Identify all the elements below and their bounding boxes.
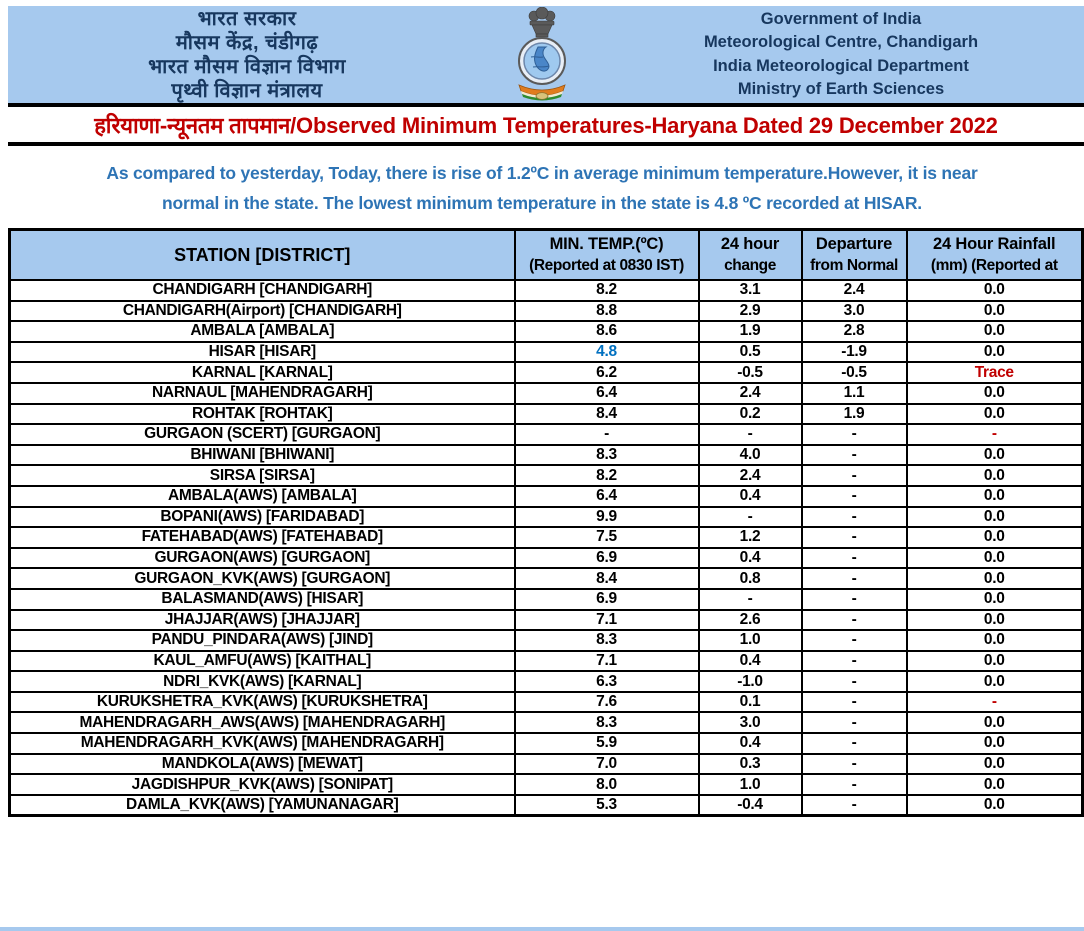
cell-change: 2.4 (699, 465, 802, 486)
cell-change: 3.1 (699, 280, 802, 301)
col-header-station: STATION [DISTRICT] (10, 230, 515, 281)
table-row (10, 383, 1083, 404)
table-row (10, 610, 1083, 631)
table-row (10, 568, 1083, 589)
cell-min-temp: 8.2 (515, 465, 699, 486)
table-row (10, 795, 1083, 816)
cell-station: NDRI_KVK(AWS) [KARNAL] (10, 671, 515, 692)
table-row (10, 280, 1083, 301)
cell-departure: - (802, 445, 907, 466)
table-row (10, 692, 1083, 713)
table-row (10, 445, 1083, 466)
cell-departure: - (802, 733, 907, 754)
hindi-line-centre: मौसम केंद्र, चंडीगढ़ (175, 31, 319, 54)
cell-station: MANDKOLA(AWS) [MEWAT] (10, 754, 515, 775)
table-row (10, 342, 1083, 363)
cell-station: BHIWANI [BHIWANI] (10, 445, 515, 466)
cell-change: 0.8 (699, 568, 802, 589)
table-row (10, 651, 1083, 672)
cell-rainfall: 0.0 (907, 733, 1083, 754)
cell-rainfall: 0.0 (907, 342, 1083, 363)
cell-change: 1.0 (699, 630, 802, 651)
cell-departure: - (802, 651, 907, 672)
cell-min-temp: 4.8 (515, 342, 699, 363)
cell-min-temp: 7.0 (515, 754, 699, 775)
table-row (10, 301, 1083, 322)
cell-departure: - (802, 548, 907, 569)
observations-table (8, 228, 1084, 817)
cell-rainfall: 0.0 (907, 383, 1083, 404)
cell-change: - (699, 589, 802, 610)
cell-min-temp: 5.9 (515, 733, 699, 754)
cell-station: SIRSA [SIRSA] (10, 465, 515, 486)
cell-station: AMBALA [AMBALA] (10, 321, 515, 342)
cell-min-temp: 7.1 (515, 610, 699, 631)
table-row (10, 589, 1083, 610)
cell-departure: - (802, 589, 907, 610)
cell-change: 0.4 (699, 651, 802, 672)
cell-departure: 3.0 (802, 301, 907, 322)
cell-departure: - (802, 754, 907, 775)
cell-station: JAGDISHPUR_KVK(AWS) [SONIPAT] (10, 774, 515, 795)
cell-station: AMBALA(AWS) [AMBALA] (10, 486, 515, 507)
cell-departure: -1.9 (802, 342, 907, 363)
cell-min-temp: 8.2 (515, 280, 699, 301)
table-row (10, 362, 1083, 383)
cell-min-temp: - (515, 424, 699, 445)
cell-rainfall: 0.0 (907, 301, 1083, 322)
cell-change: 1.2 (699, 527, 802, 548)
table-body (10, 280, 1083, 815)
cell-min-temp: 8.4 (515, 568, 699, 589)
cell-change: 1.0 (699, 774, 802, 795)
cell-rainfall: 0.0 (907, 404, 1083, 425)
cell-departure: - (802, 610, 907, 631)
english-line-centre: Meteorological Centre, Chandigarh (703, 33, 979, 51)
cell-rainfall: - (907, 424, 1083, 445)
table-header-row (10, 230, 1083, 281)
cell-station: KAUL_AMFU(AWS) [KAITHAL] (10, 651, 515, 672)
cell-change: -0.4 (699, 795, 802, 816)
col-header-departure: Departure from Normal (802, 230, 907, 281)
table-row (10, 712, 1083, 733)
cell-station: CHANDIGARH [CHANDIGARH] (10, 280, 515, 301)
col-header-min-temp: MIN. TEMP.(ºC) (Reported at 0830 IST) (515, 230, 699, 281)
cell-station: JHAJJAR(AWS) [JHAJJAR] (10, 610, 515, 631)
cell-rainfall: 0.0 (907, 280, 1083, 301)
cell-station: GURGAON(AWS) [GURGAON] (10, 548, 515, 569)
cell-departure: 1.1 (802, 383, 907, 404)
cell-rainfall: 0.0 (907, 568, 1083, 589)
hindi-line-ministry: पृथ्वी विज्ञान मंत्रालय (171, 79, 323, 102)
cell-departure: - (802, 465, 907, 486)
cell-departure: - (802, 424, 907, 445)
cell-rainfall: 0.0 (907, 630, 1083, 651)
english-line-ministry: Ministry of Earth Sciences (737, 80, 945, 98)
cell-rainfall: 0.0 (907, 610, 1083, 631)
masthead-hindi (8, 7, 486, 103)
cell-departure: 2.8 (802, 321, 907, 342)
cell-station: PANDU_PINDARA(AWS) [JIND] (10, 630, 515, 651)
cell-station: MAHENDRAGARH_AWS(AWS) [MAHENDRAGARH] (10, 712, 515, 733)
cell-station: KURUKSHETRA_KVK(AWS) [KURUKSHETRA] (10, 692, 515, 713)
table-row (10, 321, 1083, 342)
cell-change: 0.4 (699, 486, 802, 507)
cell-min-temp: 7.5 (515, 527, 699, 548)
title-band (8, 103, 1084, 146)
cell-change: -1.0 (699, 671, 802, 692)
cell-station: KARNAL [KARNAL] (10, 362, 515, 383)
cell-departure: - (802, 692, 907, 713)
table-row (10, 424, 1083, 445)
table-row (10, 486, 1083, 507)
table-row (10, 671, 1083, 692)
cell-min-temp: 5.3 (515, 795, 699, 816)
table-row (10, 733, 1083, 754)
cell-min-temp: 8.3 (515, 712, 699, 733)
cell-change: 2.6 (699, 610, 802, 631)
table-row (10, 404, 1083, 425)
summary-line-1: As compared to yesterday, Today, there is rise of 1.2ºC in average minimum temperature.However, it is near (106, 163, 978, 183)
cell-change: 2.4 (699, 383, 802, 404)
table-row (10, 754, 1083, 775)
cell-departure: - (802, 486, 907, 507)
table-row (10, 774, 1083, 795)
masthead-english (598, 8, 1084, 102)
cell-min-temp: 6.9 (515, 548, 699, 569)
cell-departure: - (802, 671, 907, 692)
page-title: हरियाणा-न्यूनतम तापमान/Observed Minimum Temperatures-Haryana Dated 29 December 2022 (94, 112, 998, 138)
cell-min-temp: 6.4 (515, 383, 699, 404)
cell-change: 2.9 (699, 301, 802, 322)
table-row (10, 527, 1083, 548)
cell-min-temp: 8.3 (515, 630, 699, 651)
cell-change: 0.4 (699, 733, 802, 754)
cell-min-temp: 8.0 (515, 774, 699, 795)
cell-station: GURGAON_KVK(AWS) [GURGAON] (10, 568, 515, 589)
cell-rainfall: 0.0 (907, 712, 1083, 733)
cell-change: 0.2 (699, 404, 802, 425)
cell-station: ROHTAK [ROHTAK] (10, 404, 515, 425)
cell-rainfall: 0.0 (907, 589, 1083, 610)
cell-min-temp: 9.9 (515, 507, 699, 528)
cell-min-temp: 8.6 (515, 321, 699, 342)
cell-departure: - (802, 712, 907, 733)
table-row (10, 507, 1083, 528)
cell-change: - (699, 507, 802, 528)
cell-station: HISAR [HISAR] (10, 342, 515, 363)
cell-change: - (699, 424, 802, 445)
cell-station: MAHENDRAGARH_KVK(AWS) [MAHENDRAGARH] (10, 733, 515, 754)
masthead (8, 6, 1084, 103)
cell-change: 4.0 (699, 445, 802, 466)
cell-rainfall: 0.0 (907, 527, 1083, 548)
table-row (10, 465, 1083, 486)
cell-station: DAMLA_KVK(AWS) [YAMUNANAGAR] (10, 795, 515, 816)
cell-min-temp: 6.3 (515, 671, 699, 692)
cell-rainfall: 0.0 (907, 651, 1083, 672)
cell-departure: - (802, 507, 907, 528)
cell-change: 0.3 (699, 754, 802, 775)
cell-rainfall: 0.0 (907, 548, 1083, 569)
cell-station: GURGAON (SCERT) [GURGAON] (10, 424, 515, 445)
imd-emblem-icon (505, 7, 579, 103)
cell-station: CHANDIGARH(Airport) [CHANDIGARH] (10, 301, 515, 322)
hindi-line-dept: भारत मौसम विज्ञान विभाग (148, 55, 346, 78)
cell-station: NARNAUL [MAHENDRAGARH] (10, 383, 515, 404)
imd-logo (486, 7, 598, 103)
cell-change: 1.9 (699, 321, 802, 342)
cell-departure: -0.5 (802, 362, 907, 383)
cell-departure: - (802, 795, 907, 816)
cell-departure: - (802, 568, 907, 589)
cell-min-temp: 8.3 (515, 445, 699, 466)
cell-rainfall: 0.0 (907, 774, 1083, 795)
cell-min-temp: 6.2 (515, 362, 699, 383)
cell-rainfall: - (907, 692, 1083, 713)
col-header-rainfall: 24 Hour Rainfall (mm) (Reported at (907, 230, 1083, 281)
cell-rainfall: 0.0 (907, 671, 1083, 692)
cell-rainfall: 0.0 (907, 486, 1083, 507)
cell-rainfall: 0.0 (907, 321, 1083, 342)
cell-min-temp: 8.4 (515, 404, 699, 425)
cell-min-temp: 8.8 (515, 301, 699, 322)
cell-change: 3.0 (699, 712, 802, 733)
cell-change: 0.4 (699, 548, 802, 569)
cell-min-temp: 6.4 (515, 486, 699, 507)
cell-min-temp: 7.6 (515, 692, 699, 713)
cell-station: FATEHABAD(AWS) [FATEHABAD] (10, 527, 515, 548)
col-header-change: 24 hour change (699, 230, 802, 281)
cell-change: 0.1 (699, 692, 802, 713)
hindi-line-govt: भारत सरकार (197, 7, 297, 30)
table-row (10, 630, 1083, 651)
cell-departure: - (802, 527, 907, 548)
cell-departure: 2.4 (802, 280, 907, 301)
cell-rainfall: Trace (907, 362, 1083, 383)
english-line-dept: India Meteorological Department (713, 56, 969, 75)
summary-text (0, 158, 1084, 218)
cell-station: BOPANI(AWS) [FARIDABAD] (10, 507, 515, 528)
cell-rainfall: 0.0 (907, 754, 1083, 775)
cell-rainfall: 0.0 (907, 465, 1083, 486)
cell-departure: - (802, 774, 907, 795)
cell-change: 0.5 (699, 342, 802, 363)
cell-rainfall: 0.0 (907, 795, 1083, 816)
english-line-govt: Government of India (760, 9, 922, 28)
cell-min-temp: 6.9 (515, 589, 699, 610)
table-row (10, 548, 1083, 569)
cell-station: BALASMAND(AWS) [HISAR] (10, 589, 515, 610)
cell-rainfall: 0.0 (907, 507, 1083, 528)
cell-rainfall: 0.0 (907, 445, 1083, 466)
summary-line-2: normal in the state. The lowest minimum temperature in the state is 4.8 ºC recorded at HISAR. (162, 193, 922, 213)
cell-min-temp: 7.1 (515, 651, 699, 672)
cell-departure: 1.9 (802, 404, 907, 425)
cell-departure: - (802, 630, 907, 651)
table-header (10, 230, 1083, 281)
cell-change: -0.5 (699, 362, 802, 383)
bottom-strip (0, 927, 1084, 931)
